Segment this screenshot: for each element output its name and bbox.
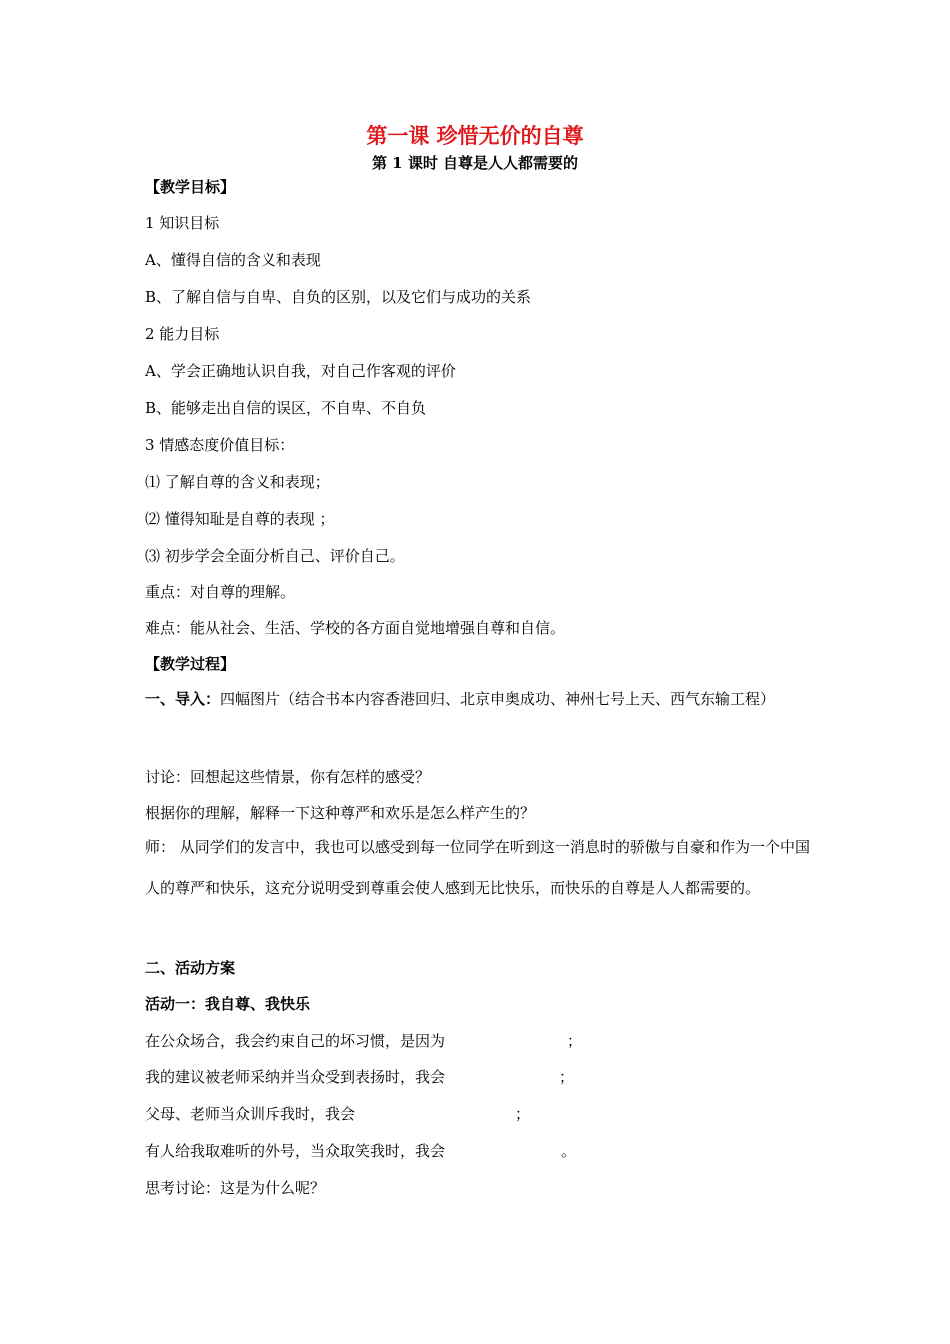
fill-blank-4-text: 有人给我取难听的外号，当众取笑我时，我会 <box>145 1142 446 1160</box>
emotion-item-2: ⑵ 懂得知耻是自尊的表现 ； <box>145 510 335 528</box>
document-title: 第一课 珍惜无价的自尊 <box>366 123 584 148</box>
fill-blank-4 <box>145 1140 576 1162</box>
document-subtitle: 第 1 课时 自尊是人人都需要的 <box>371 154 579 172</box>
goals-heading: 【教学目标】 <box>145 178 236 196</box>
key-point: 重点：对自尊的理解。 <box>145 583 296 601</box>
ability-heading: 2 能力目标 <box>145 325 220 343</box>
think-question: 思考讨论：这是为什么呢？ <box>145 1179 326 1197</box>
ability-item-a: A、学会正确地认识自我，对自己作客观的评价 <box>145 362 456 380</box>
fill-blank-3 <box>145 1103 530 1125</box>
fill-blank-1-text: 在公众场合，我会约束自己的坏习惯，是因为 <box>145 1032 446 1050</box>
explain-question: 根据你的理解，解释一下这种尊严和欢乐是怎么样产生的？ <box>145 804 536 822</box>
teacher-paragraph: 师： 从同学们的发言中，我也可以感受到每一位同学在听到这一消息时的骄傲与自豪和作为一个中国人的尊严和快乐，这充分说明受到尊重会使人感到无比快乐，而快乐的自尊是人人都需要的。 <box>145 838 810 897</box>
fill-blank-3-text: 父母、老师当众训斥我时，我会 <box>145 1105 356 1123</box>
ability-item-b: B、能够走出自信的误区，不自卑、不自负 <box>145 399 427 417</box>
fill-blank-2-end: ； <box>559 1068 575 1086</box>
intro-label: 一、导入： <box>145 690 221 708</box>
plan-heading: 二、活动方案 <box>145 959 236 977</box>
knowledge-item-a: A、懂得自信的含义和表现 <box>145 251 321 269</box>
process-heading: 【教学过程】 <box>145 655 236 673</box>
fill-blank-1 <box>145 1030 582 1052</box>
fill-blank-2-text: 我的建议被老师采纳并当众受到表扬时，我会 <box>145 1068 446 1086</box>
knowledge-item-b: B、了解自信与自卑、自负的区别，以及它们与成功的关系 <box>145 288 532 306</box>
fill-blank-1-end: ； <box>567 1032 583 1050</box>
difficulty: 难点：能从社会、生活、学校的各方面自觉地增强自尊和自信。 <box>145 619 566 637</box>
knowledge-heading: 1 知识目标 <box>145 214 220 232</box>
discussion-question: 讨论：回想起这些情景，你有怎样的感受？ <box>145 768 431 786</box>
intro-paragraph <box>145 679 810 720</box>
fill-blank-3-end: ； <box>515 1105 531 1123</box>
fill-blank-2 <box>145 1066 574 1088</box>
fill-blank-4-end: 。 <box>561 1142 577 1160</box>
emotion-heading: 3 情感态度价值目标： <box>145 436 295 454</box>
intro-text: 四幅图片（结合书本内容香港回归、北京申奥成功、神州七号上天、西气东输工程） <box>220 690 776 708</box>
emotion-item-1: ⑴ 了解自尊的含义和表现； <box>145 473 330 491</box>
emotion-item-3: ⑶ 初步学会全面分析自己、评价自己。 <box>145 547 405 565</box>
activity1-heading: 活动一：我自尊、我快乐 <box>145 995 311 1013</box>
